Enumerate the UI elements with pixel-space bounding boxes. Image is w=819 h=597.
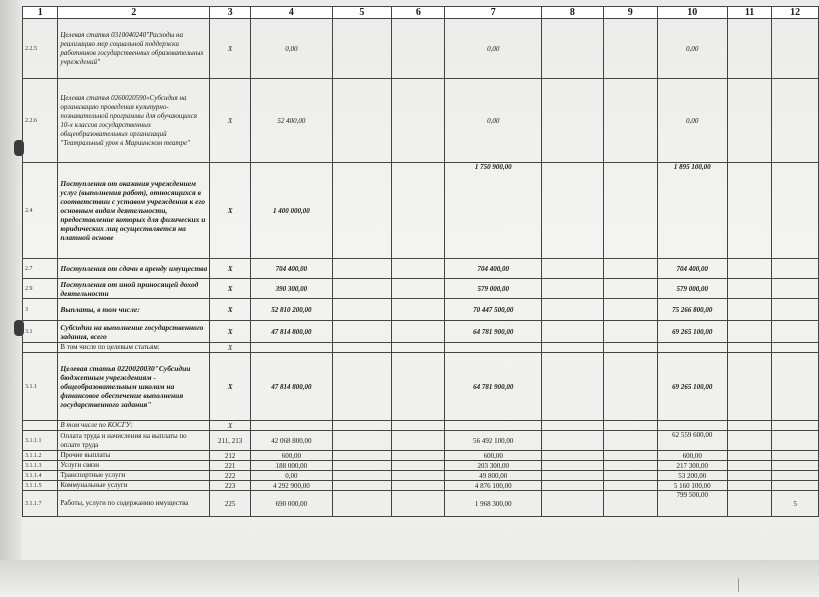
budget-table	[22, 6, 819, 517]
empty-cell	[332, 451, 392, 461]
row-c10: 217 300,00	[657, 461, 727, 471]
row-c10: 0,00	[657, 19, 727, 79]
header-cell: 5	[332, 7, 392, 19]
empty-cell	[542, 299, 604, 321]
empty-cell	[392, 163, 445, 259]
table-row	[23, 481, 819, 491]
empty-cell	[392, 79, 445, 163]
row-code: 2.2.6	[23, 79, 58, 163]
row-c7: 70 447 500,00	[445, 299, 542, 321]
empty-cell	[727, 259, 772, 279]
empty-cell	[392, 471, 445, 481]
row-c10: 704 400,00	[657, 259, 727, 279]
row-name: В том числе по КОСГУ:	[58, 421, 210, 431]
table-row	[23, 299, 819, 321]
empty-cell	[603, 279, 657, 299]
scan-mark	[738, 578, 739, 592]
empty-cell	[603, 343, 657, 353]
empty-cell	[603, 353, 657, 421]
empty-cell	[603, 421, 657, 431]
empty-cell	[727, 461, 772, 471]
row-c3: 211, 213	[210, 431, 251, 451]
row-c10: 1 895 100,00	[657, 163, 727, 259]
empty-cell	[332, 461, 392, 471]
row-c4: 704 400,00	[251, 259, 332, 279]
row-c7	[445, 421, 542, 431]
header-cell: 4	[251, 7, 332, 19]
row-code: 3.1.1.3	[23, 461, 58, 471]
header-cell: 11	[727, 7, 772, 19]
empty-cell	[727, 451, 772, 461]
row-c4: 52 400,00	[251, 79, 332, 163]
row-c7: 1 750 900,00	[445, 163, 542, 259]
row-c3: Х	[210, 321, 251, 343]
empty-cell	[542, 279, 604, 299]
row-c10: 600,00	[657, 451, 727, 461]
row-c12	[772, 279, 819, 299]
table-row	[23, 79, 819, 163]
row-c12	[772, 451, 819, 461]
empty-cell	[727, 431, 772, 451]
empty-cell	[727, 279, 772, 299]
empty-cell	[392, 19, 445, 79]
empty-cell	[392, 481, 445, 491]
row-c7: 203 300,00	[445, 461, 542, 471]
row-c3: 225	[210, 491, 251, 517]
row-c3: Х	[210, 421, 251, 431]
row-code: 2.7	[23, 259, 58, 279]
empty-cell	[542, 451, 604, 461]
empty-cell	[603, 299, 657, 321]
table-row	[23, 451, 819, 461]
table-row	[23, 461, 819, 471]
empty-cell	[392, 491, 445, 517]
header-cell: 3	[210, 7, 251, 19]
row-c10: 75 266 800,00	[657, 299, 727, 321]
empty-cell	[542, 421, 604, 431]
row-code: 2.4	[23, 163, 58, 259]
table-row	[23, 343, 819, 353]
row-code: 3	[23, 299, 58, 321]
empty-cell	[603, 259, 657, 279]
row-c12	[772, 461, 819, 471]
row-c12	[772, 471, 819, 481]
row-c7: 56 492 100,00	[445, 431, 542, 451]
empty-cell	[332, 321, 392, 343]
empty-cell	[542, 481, 604, 491]
row-c7: 49 800,00	[445, 471, 542, 481]
row-c10: 69 265 100,00	[657, 353, 727, 421]
row-name: Субсидии на выполнение государственного задания, всего	[58, 321, 210, 343]
empty-cell	[332, 79, 392, 163]
empty-cell	[332, 481, 392, 491]
header-cell: 7	[445, 7, 542, 19]
empty-cell	[392, 431, 445, 451]
row-c12: 5	[772, 491, 819, 517]
empty-cell	[542, 343, 604, 353]
table-row	[23, 491, 819, 517]
table-row	[23, 471, 819, 481]
row-name: Прочие выплаты	[58, 451, 210, 461]
header-cell: 8	[542, 7, 604, 19]
row-c7: 0,00	[445, 79, 542, 163]
row-c4: 4 292 900,00	[251, 481, 332, 491]
empty-cell	[727, 79, 772, 163]
row-c4	[251, 343, 332, 353]
empty-cell	[727, 481, 772, 491]
empty-cell	[603, 19, 657, 79]
empty-cell	[603, 321, 657, 343]
empty-cell	[542, 321, 604, 343]
empty-cell	[727, 163, 772, 259]
row-c12	[772, 19, 819, 79]
table-row	[23, 353, 819, 421]
row-name: Поступления от сдачи в аренду имущества	[58, 259, 210, 279]
row-c7: 600,00	[445, 451, 542, 461]
row-c7: 0,00	[445, 19, 542, 79]
row-name: Оплата труда и начисления на выплаты по оплате труда	[58, 431, 210, 451]
empty-cell	[392, 353, 445, 421]
row-c7: 64 781 900,00	[445, 321, 542, 343]
row-c10	[657, 421, 727, 431]
empty-cell	[332, 299, 392, 321]
row-code	[23, 343, 58, 353]
row-c3: Х	[210, 353, 251, 421]
row-c3: 223	[210, 481, 251, 491]
empty-cell	[727, 299, 772, 321]
empty-cell	[727, 353, 772, 421]
row-c10: 5 160 100,00	[657, 481, 727, 491]
row-c7: 704 400,00	[445, 259, 542, 279]
table-header-row	[23, 7, 819, 19]
row-c4: 42 068 800,00	[251, 431, 332, 451]
row-c4: 390 300,00	[251, 279, 332, 299]
row-name: Поступления от иной приносящей доход деятельности	[58, 279, 210, 299]
row-name: Целевая статья 0220020030"Субсидии бюджетным учреждениям - общеобразовательным школам на финансовое обеспечение выполнения государственного задания"	[58, 353, 210, 421]
row-c12	[772, 259, 819, 279]
empty-cell	[332, 421, 392, 431]
empty-cell	[392, 451, 445, 461]
empty-cell	[392, 321, 445, 343]
header-cell: 12	[772, 7, 819, 19]
row-code: 3.1.1.2	[23, 451, 58, 461]
row-c4: 52 810 200,00	[251, 299, 332, 321]
row-c10: 799 500,00	[657, 491, 727, 517]
row-c12	[772, 343, 819, 353]
empty-cell	[332, 471, 392, 481]
empty-cell	[727, 421, 772, 431]
row-name: Транспортные услуги	[58, 471, 210, 481]
row-c12	[772, 79, 819, 163]
row-code: 2.9	[23, 279, 58, 299]
row-c7	[445, 343, 542, 353]
empty-cell	[392, 461, 445, 471]
empty-cell	[542, 471, 604, 481]
row-name: В том числе по целевым статьям:	[58, 343, 210, 353]
empty-cell	[603, 163, 657, 259]
row-c4: 0,00	[251, 471, 332, 481]
empty-cell	[542, 461, 604, 471]
row-name: Услуги связи	[58, 461, 210, 471]
row-c12	[772, 299, 819, 321]
empty-cell	[542, 163, 604, 259]
header-cell: 9	[603, 7, 657, 19]
empty-cell	[603, 79, 657, 163]
row-c4: 600,00	[251, 451, 332, 461]
empty-cell	[727, 321, 772, 343]
row-c12	[772, 481, 819, 491]
page-binding-edge	[0, 0, 22, 597]
row-c3: Х	[210, 343, 251, 353]
header-cell: 10	[657, 7, 727, 19]
empty-cell	[603, 481, 657, 491]
row-c10: 62 559 600,00	[657, 431, 727, 451]
row-code: 3.1	[23, 321, 58, 343]
row-c4	[251, 421, 332, 431]
row-name: Выплаты, в том числе:	[58, 299, 210, 321]
empty-cell	[542, 353, 604, 421]
row-c4: 0,00	[251, 19, 332, 79]
row-code: 3.1.1.1	[23, 431, 58, 451]
row-c3: Х	[210, 259, 251, 279]
empty-cell	[542, 79, 604, 163]
empty-cell	[727, 19, 772, 79]
row-code: 3.1.1.7	[23, 491, 58, 517]
row-c10: 53 200,00	[657, 471, 727, 481]
empty-cell	[727, 343, 772, 353]
empty-cell	[727, 471, 772, 481]
row-c4: 1 400 000,00	[251, 163, 332, 259]
row-c3: Х	[210, 19, 251, 79]
row-c4: 690 000,00	[251, 491, 332, 517]
row-code: 3.1.1	[23, 353, 58, 421]
empty-cell	[603, 471, 657, 481]
row-c3: Х	[210, 79, 251, 163]
table-row	[23, 421, 819, 431]
empty-cell	[392, 421, 445, 431]
row-c7: 1 968 300,00	[445, 491, 542, 517]
row-c10	[657, 343, 727, 353]
empty-cell	[392, 343, 445, 353]
row-name: Целевая статья 0310040240"Расходы на реализацию мер социальной поддержки работников государственных образовательных учреждений"	[58, 19, 210, 79]
empty-cell	[542, 19, 604, 79]
row-code: 3.1.1.5	[23, 481, 58, 491]
empty-cell	[332, 431, 392, 451]
empty-cell	[332, 491, 392, 517]
empty-cell	[603, 461, 657, 471]
row-c7: 579 000,00	[445, 279, 542, 299]
header-cell: 1	[23, 7, 58, 19]
scan-shadow	[0, 560, 819, 597]
table-row	[23, 279, 819, 299]
row-c4: 47 814 800,00	[251, 353, 332, 421]
row-c12	[772, 431, 819, 451]
empty-cell	[332, 19, 392, 79]
empty-cell	[392, 279, 445, 299]
empty-cell	[542, 491, 604, 517]
row-code: 2.2.5	[23, 19, 58, 79]
table-row	[23, 163, 819, 259]
row-c10: 69 265 100,00	[657, 321, 727, 343]
empty-cell	[392, 259, 445, 279]
empty-cell	[392, 299, 445, 321]
table-row	[23, 321, 819, 343]
table-row	[23, 431, 819, 451]
table-row	[23, 259, 819, 279]
row-c3: Х	[210, 299, 251, 321]
row-c7: 4 876 100,00	[445, 481, 542, 491]
row-c12	[772, 163, 819, 259]
row-c4: 47 814 800,00	[251, 321, 332, 343]
row-c3: 212	[210, 451, 251, 461]
empty-cell	[603, 451, 657, 461]
row-c3: 221	[210, 461, 251, 471]
row-c12	[772, 421, 819, 431]
empty-cell	[332, 343, 392, 353]
empty-cell	[332, 163, 392, 259]
empty-cell	[542, 259, 604, 279]
row-c10: 0,00	[657, 79, 727, 163]
empty-cell	[542, 431, 604, 451]
row-c3: 222	[210, 471, 251, 481]
row-c3: Х	[210, 163, 251, 259]
empty-cell	[727, 491, 772, 517]
table-row	[23, 19, 819, 79]
row-code: 3.1.1.4	[23, 471, 58, 481]
header-cell: 6	[392, 7, 445, 19]
empty-cell	[603, 491, 657, 517]
row-c7: 64 781 900,00	[445, 353, 542, 421]
header-cell: 2	[58, 7, 210, 19]
row-name: Коммунальные услуги	[58, 481, 210, 491]
row-name: Поступления от оказания учреждением услуг (выполнения работ), относящихся в соответствии с уставом учреждения к его основным видам деятельности, предоставление которых для физических и юридических лиц осуществляется на платной основе	[58, 163, 210, 259]
empty-cell	[332, 279, 392, 299]
row-code	[23, 421, 58, 431]
empty-cell	[332, 353, 392, 421]
row-c10: 579 000,00	[657, 279, 727, 299]
row-c3: Х	[210, 279, 251, 299]
row-c12	[772, 353, 819, 421]
row-name: Целевая статья 0260020590«Субсидия на организацию проведения культурно-познавательной программы для обучающихся 10-х классов государственных общеобразовательных организаций "Театральный урок в Мариинском театре"	[58, 79, 210, 163]
empty-cell	[603, 431, 657, 451]
row-name: Работы, услуги по содержанию имущества	[58, 491, 210, 517]
row-c4: 188 000,00	[251, 461, 332, 471]
empty-cell	[332, 259, 392, 279]
row-c12	[772, 321, 819, 343]
